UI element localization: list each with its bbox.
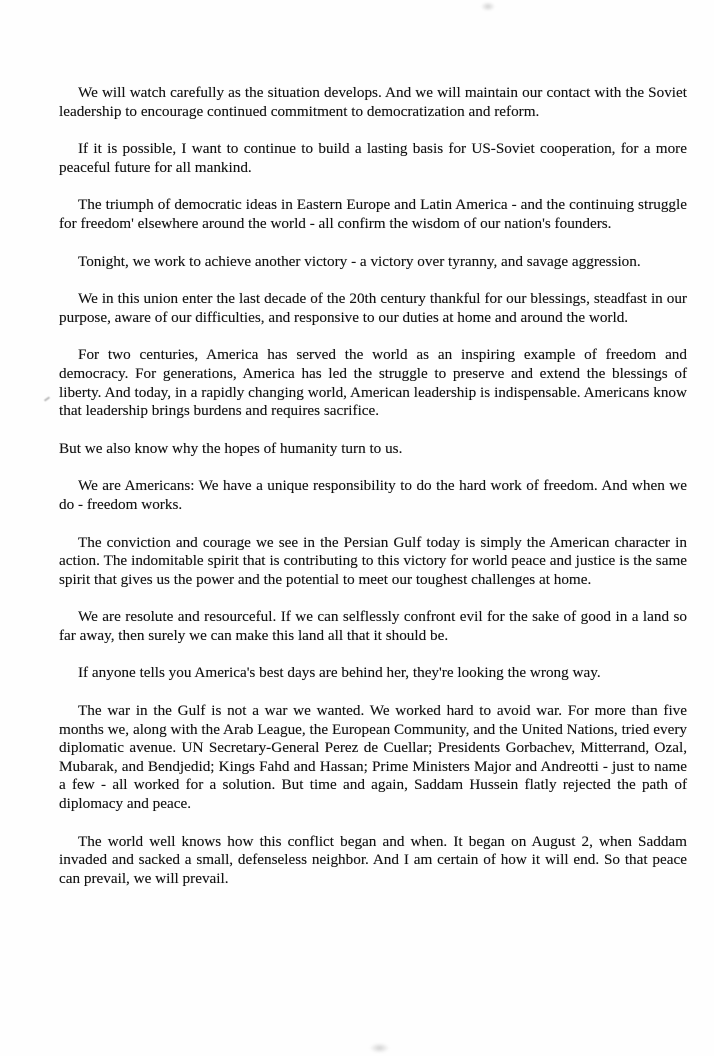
- scan-artifact-top: [481, 2, 495, 11]
- paragraph: If it is possible, I want to continue to build a lasting basis for US-Soviet cooperation, for a more peaceful future for all mankind.: [59, 140, 687, 176]
- paragraph: But we also know why the hopes of humanity turn to us.: [59, 439, 403, 457]
- paragraph: We are resolute and resourceful. If we can selflessly confront evil for the sake of good in a land so far away, then surely we can make this land all that it should be.: [59, 608, 687, 644]
- paragraph: If anyone tells you America's best days are behind her, they're looking the wrong way.: [78, 664, 601, 682]
- paragraph: The world well knows how this conflict began and when. It began on August 2, when Saddam invaded and sacked a small, defenseless neighbor. And I am certain of how it will end. So that peace can prevail, we will prevail.: [59, 832, 687, 887]
- scan-artifact-margin-tick: [44, 396, 50, 401]
- paragraph: The conviction and courage we see in the Persian Gulf today is simply the American character in action. The indomitable spirit that is contributing to this victory for world peace and justice is the same spirit that gives us the power and the potential to meet our toughest challenges at home.: [59, 533, 687, 588]
- paragraph: The war in the Gulf is not a war we wanted. We worked hard to avoid war. For more than five months we, along with the Arab League, the European Community, and the United Nations, tried every diplomatic avenue. UN Secretary-General Perez de Cuellar; Presidents Gorbachev, Mitterrand, Ozal, Mubarak, and Bendjedid; Kings Fahd and Hassan; Prime Ministers Major and Andreotti - just to name a few - all worked for a solution. But time and again, Saddam Hussein flatly rejected the path of diplomacy and peace.: [59, 702, 687, 813]
- scan-artifact-bottom: [370, 1043, 389, 1053]
- paragraph: We are Americans: We have a unique responsibility to do the hard work of freedom. And when we do - freedom works.: [59, 477, 687, 513]
- speech-text-block: [59, 84, 687, 888]
- paragraph: For two centuries, America has served the world as an inspiring example of freedom and democracy. For generations, America has led the struggle to preserve and extend the blessings of liberty. And today, in a rapidly changing world, American leadership is indispensable. Americans know that leadership brings burdens and requires sacrifice.: [59, 346, 687, 420]
- paragraph: Tonight, we work to achieve another victory - a victory over tyranny, and savage aggression.: [78, 252, 641, 270]
- paragraph: We will watch carefully as the situation develops. And we will maintain our contact with the Soviet leadership to encourage continued commitment to democratization and reform.: [59, 84, 687, 120]
- paragraph: The triumph of democratic ideas in Eastern Europe and Latin America - and the continuing struggle for freedom' elsewhere around the world - all confirm the wisdom of our nation's founders.: [59, 196, 687, 232]
- paragraph: We in this union enter the last decade of the 20th century thankful for our blessings, steadfast in our purpose, aware of our difficulties, and responsive to our duties at home and around the world.: [59, 290, 687, 326]
